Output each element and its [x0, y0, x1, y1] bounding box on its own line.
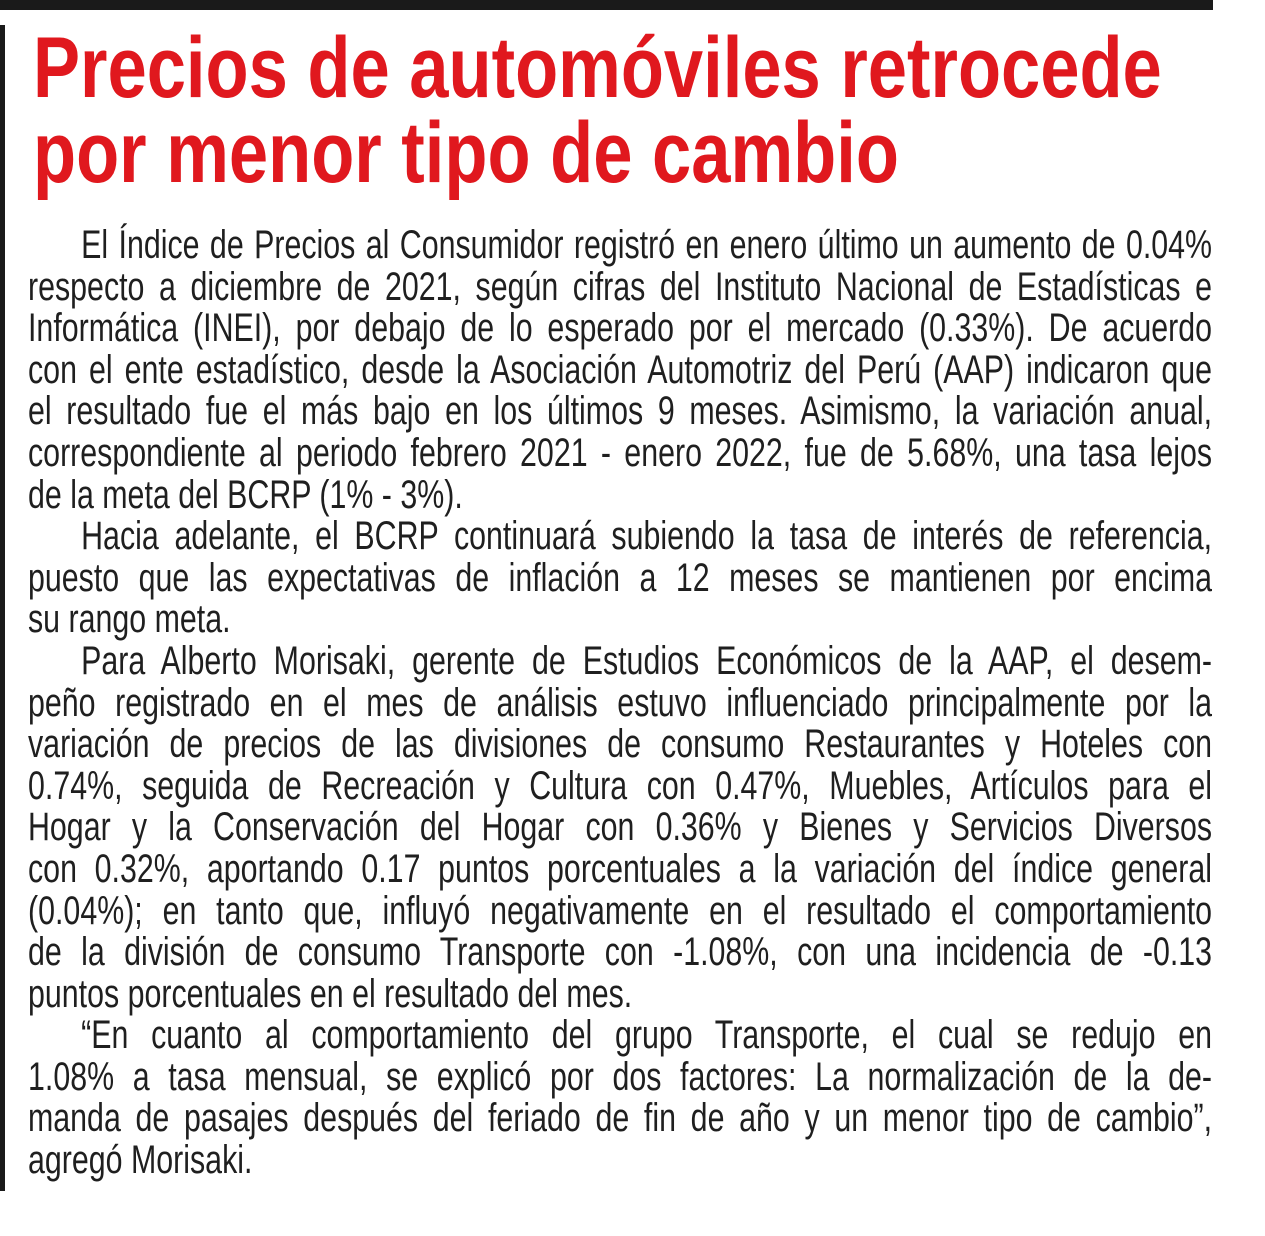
text-line: variación de precios de las divisiones de consumo Restaurantes y Hoteles con	[28, 722, 1213, 767]
text-line: Informática (INEI), por debajo de lo esperado por el mercado (0.33%). De acuerdo	[28, 306, 1213, 351]
text-line: 0.74%, seguida de Recreación y Cultura con 0.47%, Muebles, Artículos para el	[28, 763, 1213, 808]
text-line: correspondiente al periodo febrero 2021 - enero 2022, fue de 5.68%, una tasa lejos	[28, 430, 1213, 475]
text-line: el resultado fue el más bajo en los últimos 9 meses. Asimismo, la variación anual,	[28, 389, 1213, 434]
headline-line-2: por menor tipo de cambio	[33, 105, 899, 201]
paragraph	[28, 516, 1212, 641]
text-line: “En cuanto al comportamiento del grupo Transporte, el cual se redujo en	[81, 1013, 1213, 1058]
text-line: con 0.32%, aportando 0.17 puntos porcentuales a la variación del índice general	[28, 846, 1213, 891]
text-line: peño registrado en el mes de análisis estuvo influenciado principalmente por la	[28, 680, 1213, 725]
paragraph	[28, 638, 1213, 1016]
text-line: puesto que las expectativas de inflación a 12 meses se mantienen por encima	[28, 555, 1213, 600]
text-line: su rango meta.	[28, 597, 231, 642]
text-line: (0.04%); en tanto que, influyó negativamente en el resultado el comportamiento	[28, 888, 1213, 933]
paragraph	[28, 1015, 1212, 1181]
article-body	[28, 225, 1212, 1182]
text-line: con el ente estadístico, desde la Asociación Automotriz del Perú (AAP) indicaron que	[28, 347, 1213, 392]
text-line: de la meta del BCRP (1% - 3%).	[28, 472, 463, 517]
text-line: puntos porcentuales en el resultado del mes.	[28, 971, 633, 1016]
text-line: Para Alberto Morisaki, gerente de Estudios Económicos de la AAP, el desem-	[81, 638, 1213, 683]
text-line: El Índice de Precios al Consumidor registró en enero último un aumento de 0.04%	[81, 223, 1213, 267]
paragraph	[28, 225, 1212, 516]
text-line: respecto a diciembre de 2021, según cifras del Instituto Nacional de Estadísticas e	[28, 264, 1213, 309]
left-rule-bar	[0, 25, 5, 1191]
text-line: de la división de consumo Transporte con -1.08%, con una incidencia de -0.13	[28, 930, 1213, 975]
top-rule-bar	[0, 0, 1213, 10]
headline-line-1: Precios de automóviles retrocede	[33, 20, 1162, 116]
text-line: Hacia adelante, el BCRP continuará subiendo la tasa de interés de referencia,	[81, 514, 1213, 559]
text-line: agregó Morisaki.	[28, 1138, 253, 1183]
headline	[33, 20, 1222, 201]
text-line: Hogar y la Conservación del Hogar con 0.36% y Bienes y Servicios Diversos	[28, 805, 1213, 850]
text-line: manda de pasajes después del feriado de fin de año y un menor tipo de cambio”,	[28, 1096, 1213, 1141]
text-line: 1.08% a tasa mensual, se explicó por dos factores: La normalización de la de-	[28, 1054, 1213, 1099]
